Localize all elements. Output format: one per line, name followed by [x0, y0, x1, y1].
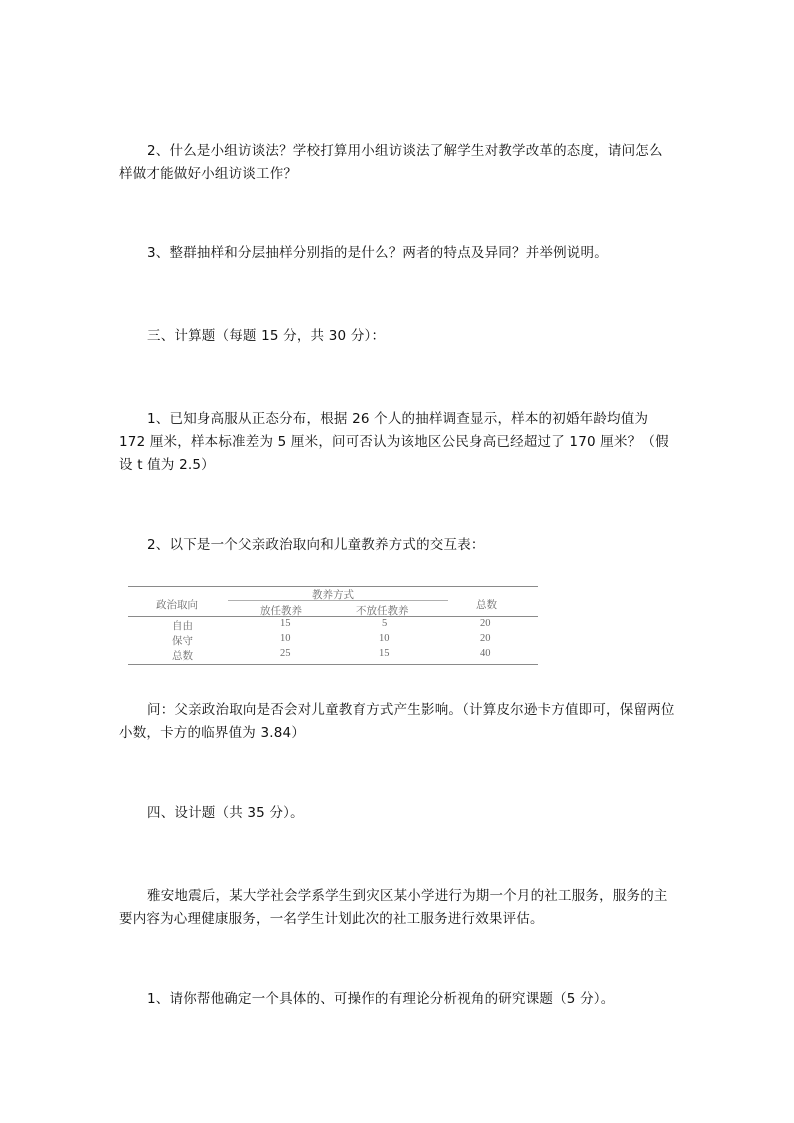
- table-cell: 20: [480, 633, 491, 644]
- table-header-rule: [128, 616, 538, 617]
- table-row-label: 总数: [172, 651, 193, 662]
- section-4-heading: 四、设计题（共 35 分）。: [147, 805, 304, 821]
- table-row-label: 自由: [172, 621, 193, 632]
- section-3-heading: 三、计算题（每题 15 分，共 30 分）：: [147, 328, 386, 344]
- table-cell: 10: [379, 633, 390, 644]
- table-cell: 40: [480, 648, 491, 659]
- table-group-header: 教养方式: [312, 590, 354, 601]
- calc-question-2-intro: 2、以下是一个父亲政治取向和儿童教养方式的交互表：: [147, 537, 485, 553]
- question-2-small-group-interview: 2、什么是小组访谈法？学校打算用小组访谈法了解学生对教学改革的态度，请问怎么样做才能做好小组访谈工作？: [119, 143, 663, 182]
- table-cell: 15: [379, 648, 390, 659]
- table-cell: 15: [280, 618, 291, 629]
- table-col-permissive: 放任教养: [260, 606, 302, 617]
- table-col-total: 总数: [476, 600, 497, 611]
- design-question-1: 1、请你帮他确定一个具体的、可操作的有理论分析视角的研究课题（5 分）。: [147, 991, 615, 1007]
- table-row-header: 政治取向: [156, 600, 198, 611]
- table-bottom-rule: [128, 664, 538, 665]
- table-cell: 5: [382, 618, 388, 629]
- design-scenario: 雅安地震后，某大学社会学系学生到灾区某小学进行为期一个月的社工服务，服务的主要内容为心理健康服务，一名学生计划此次的社工服务进行效果评估。: [119, 888, 668, 927]
- table-cell: 20: [480, 618, 491, 629]
- table-cell: 10: [280, 633, 291, 644]
- table-row-label: 保守: [172, 636, 193, 647]
- calc-question-1: 1、已知身高服从正态分布，根据 26 个人的抽样调查显示，样本的初婚年龄均值为 172 厘米，样本标准差为 5 厘米，问可否认为该地区公民身高已经超过了 170 厘米？（假设 t 值为 2.5）: [119, 411, 669, 473]
- table-cell: 25: [280, 648, 291, 659]
- question-3-sampling: 3、整群抽样和分层抽样分别指的是什么？两者的特点及异同？并举例说明。: [147, 245, 608, 261]
- calc-question-2-prompt: 问：父亲政治取向是否会对儿童教育方式产生影响。（计算皮尔逊卡方值即可，保留两位小数，卡方的临界值为 3.84）: [119, 702, 675, 741]
- table-col-nonpermissive: 不放任教养: [356, 606, 409, 617]
- crosstab-table: [128, 586, 538, 666]
